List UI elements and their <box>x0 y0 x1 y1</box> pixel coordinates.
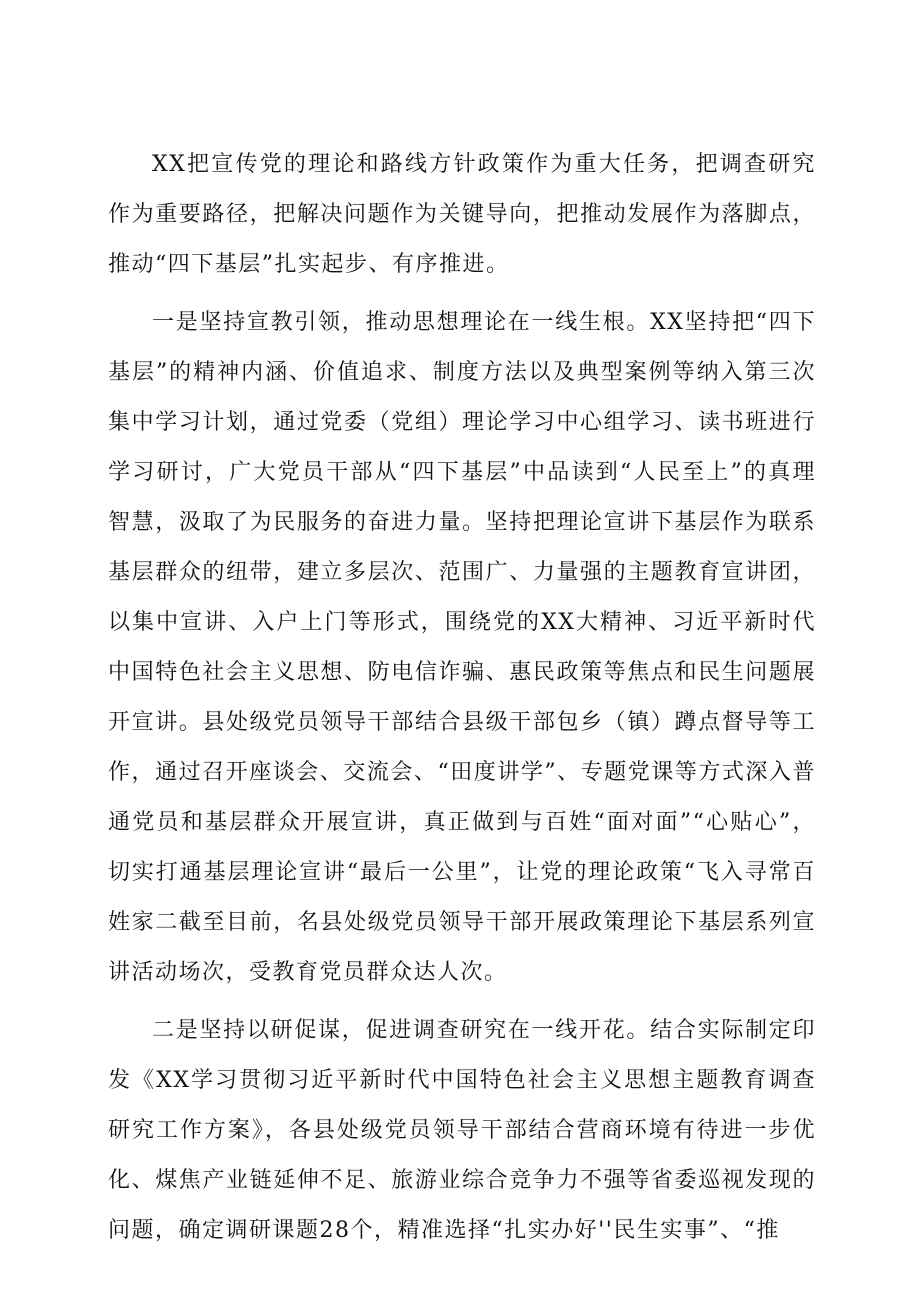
document-body <box>108 140 816 1256</box>
paragraph-point-two: 二是坚持以研促谋，促进调查研究在一线开花。结合实际制定印发《XX学习贯彻习近平新时代中国特色社会主义思想主题教育调查研究工作方案》，各县处级党员领导干部结合营商环境有待进一步优化、煤焦产业链延伸不足、旅游业综合竞争力不强等省委巡视发现的问题，确定调研课题28个，精准选择“扎实办好''民生实事”、“推 <box>108 1018 816 1243</box>
paragraph-point-one: 一是坚持宣教引领，推动思想理论在一线生根。XX坚持把“四下基层”的精神内涵、价值追求、制度方法以及典型案例等纳入第三次集中学习计划，通过党委（党组）理论学习中心组学习、读书班进行学习研讨，广大党员干部从“四下基层”中品读到“人民至上”的真理智慧，汲取了为民服务的奋进力量。坚持把理论宣讲下基层作为联系基层群众的纽带，建立多层次、范围广、力量强的主题教育宣讲团，以集中宣讲、入户上门等形式，围绕党的XX大精神、习近平新时代中国特色社会主义思想、防电信诈骗、惠民政策等焦点和民生问题展开宣讲。县处级党员领导干部结合县级干部包乡（镇）蹲点督导等工作，通过召开座谈会、交流会、“田度讲学”、专题党课等方式深入普通党员和基层群众开展宣讲，真正做到与百姓“面对面”“心贴心”，切实打通基层理论宣讲“最后一公里”，让党的理论政策“飞入寻常百姓家二截至目前，名县处级党员领导干部开展政策理论下基层系列宣讲活动场次，受教育党员群众达人次。 <box>108 310 816 985</box>
paragraph-intro: XX把宣传党的理论和路线方针政策作为重大任务，把调查研究作为重要路径，把解决问题作为关键导向，把推动发展作为落脚点，推动“四下基层”扎实起步、有序推进。 <box>108 152 816 277</box>
